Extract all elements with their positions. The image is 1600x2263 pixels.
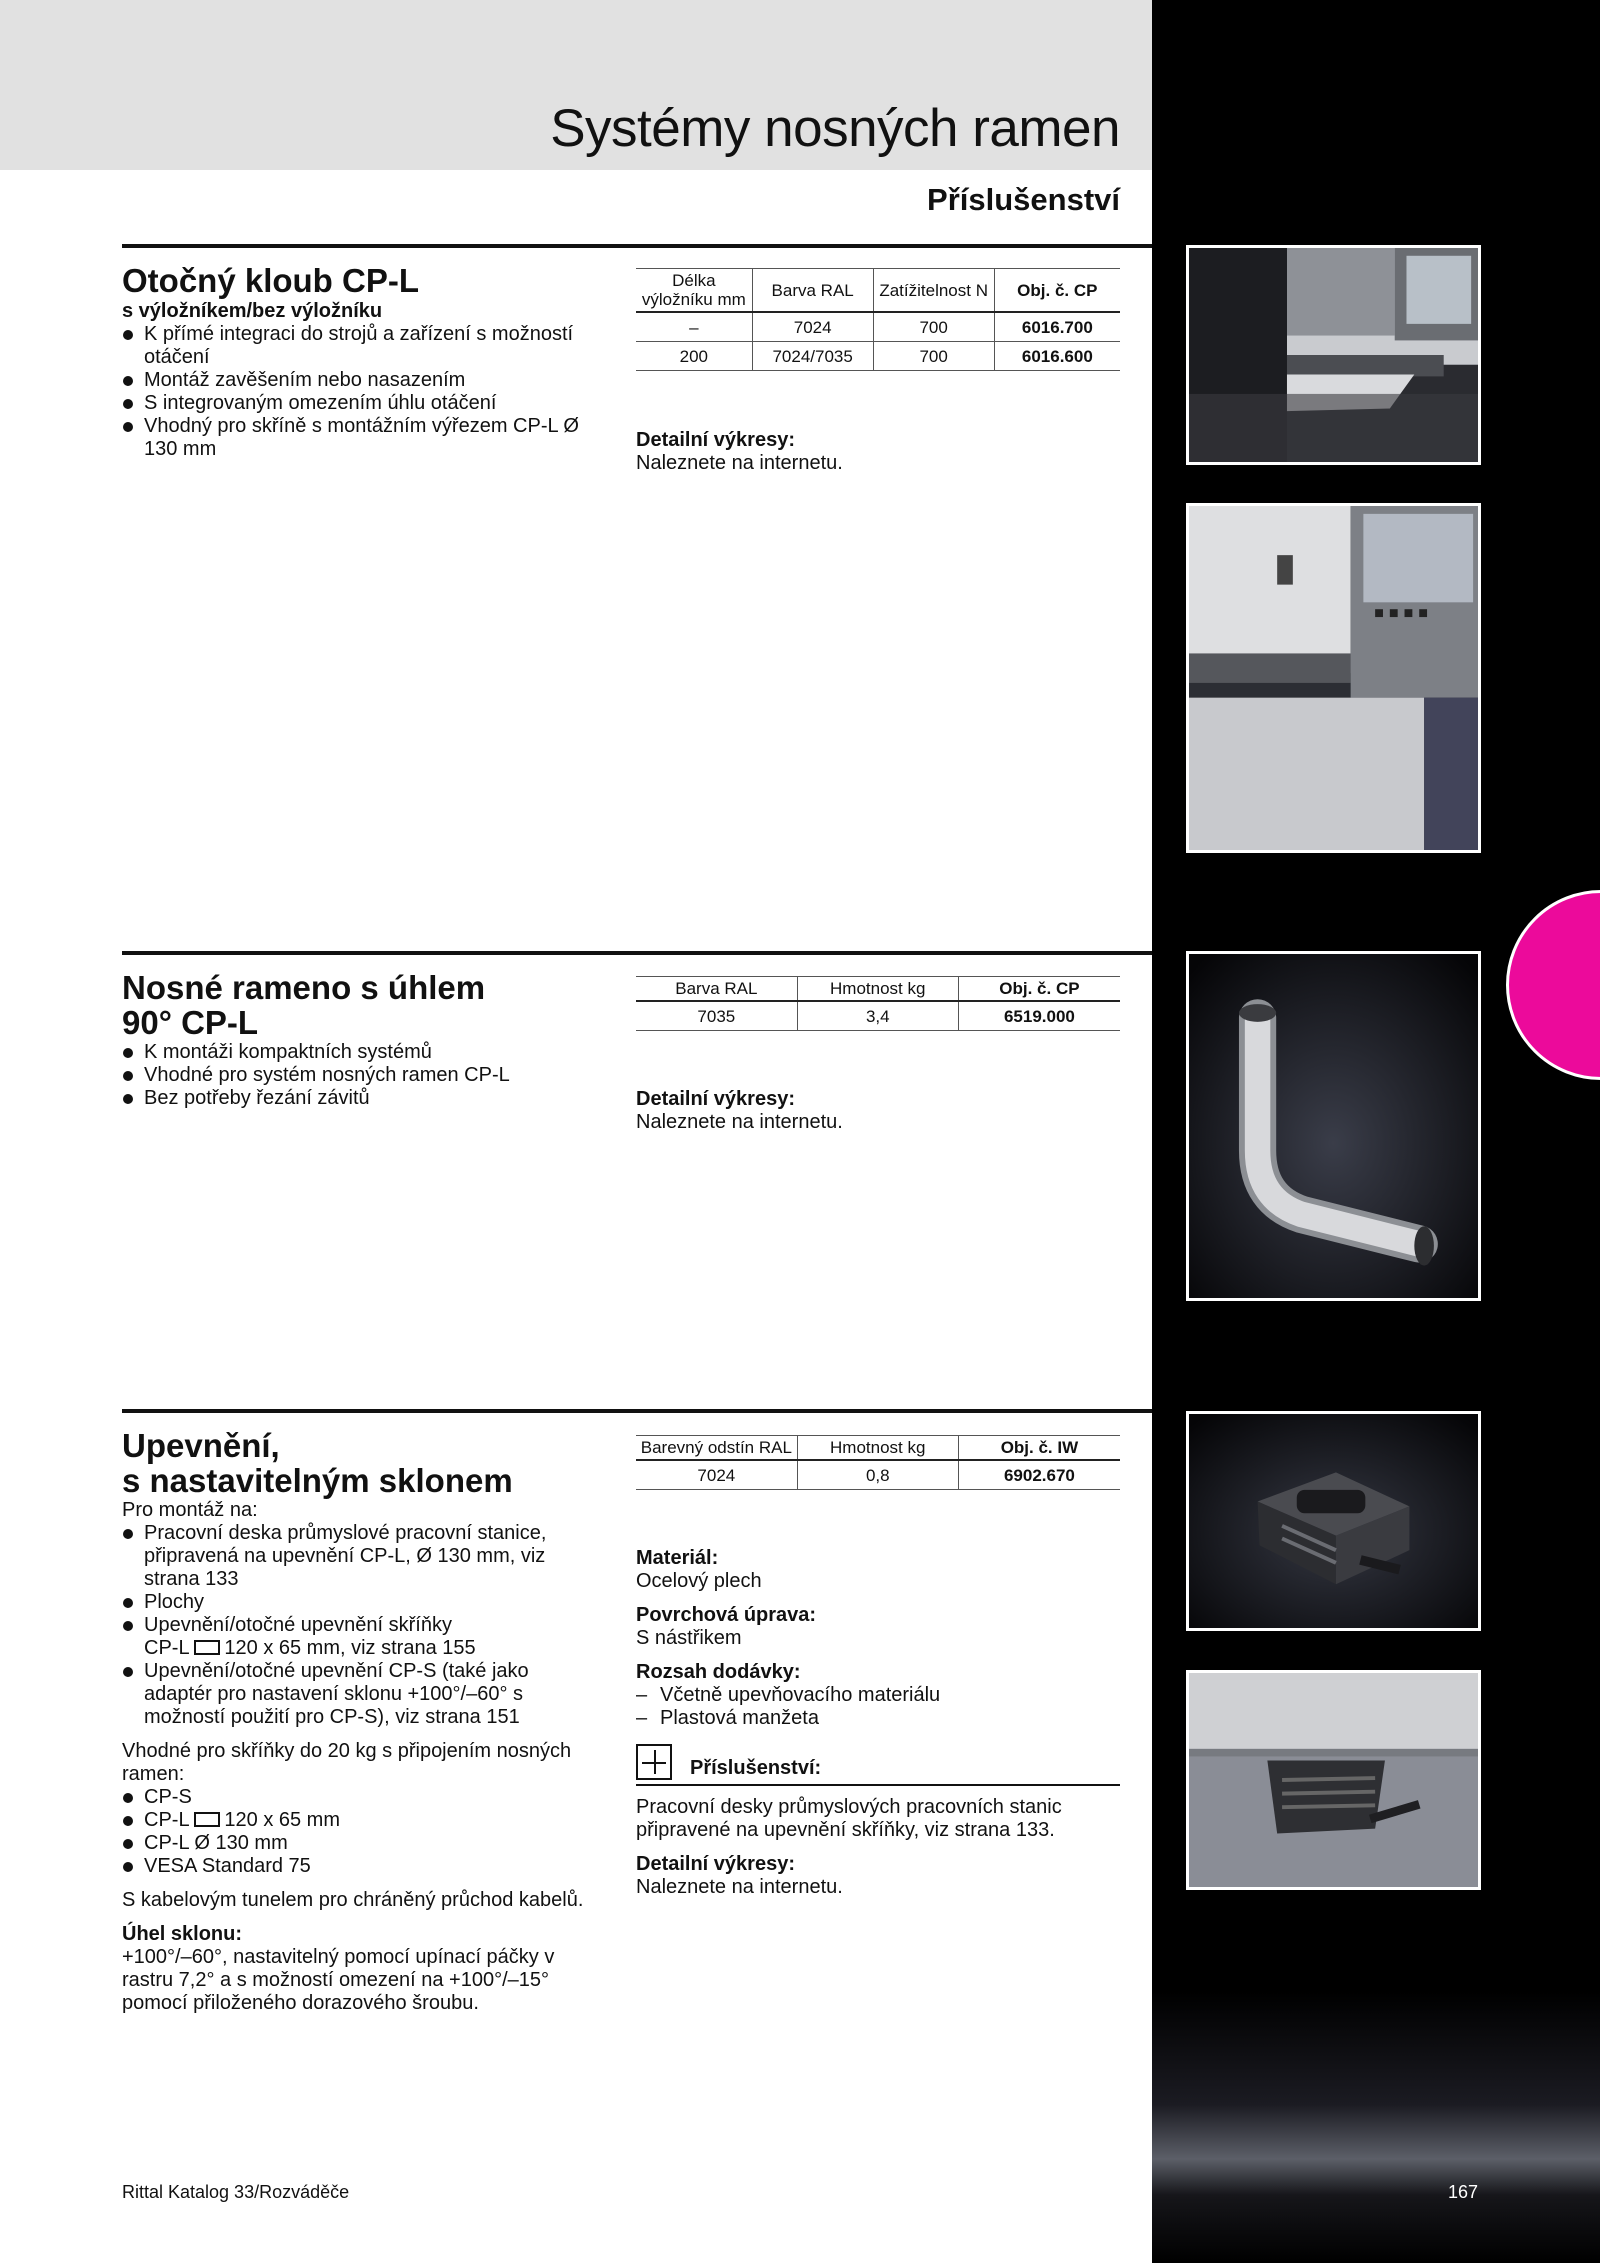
- table-header-row: [636, 977, 1120, 1002]
- table-row: [636, 1001, 1120, 1031]
- feature-item: K montáži kompaktních systémů: [122, 1041, 602, 1064]
- drawings-note: [636, 429, 1120, 475]
- drawings-text: Naleznete na internetu.: [636, 452, 843, 474]
- feature-item: K přímé integraci do strojů a zařízení s možností otáčení: [122, 323, 602, 369]
- order-number-cell: 6902.670: [958, 1460, 1120, 1490]
- mounting-info-block: [122, 1499, 602, 2015]
- rectangle-cutout-icon: [194, 1812, 220, 1827]
- table-row: [636, 342, 1120, 371]
- column-header: Hmotnost kg: [797, 1436, 958, 1461]
- table-cell: 7024/7035: [752, 342, 873, 371]
- order-number-cell: 6016.600: [994, 342, 1120, 371]
- table-cell: 7024: [752, 312, 873, 342]
- column-header: Zatížitelnost N: [873, 269, 994, 313]
- scope-item: – Plastová manžeta: [636, 1707, 1120, 1730]
- column-header: Délka výložníku mm: [636, 269, 752, 313]
- column-header: Barevný odstín RAL: [636, 1436, 797, 1461]
- feature-list-block: [122, 1041, 602, 1110]
- spec-table: [636, 268, 1120, 371]
- section-title: [122, 1428, 513, 1498]
- mount-item: Upevnění/otočné upevnění CP-S (také jako adaptér pro nastavení sklonu +100°/–60° s možností použití pro CP-S), viz strana 151: [122, 1660, 602, 1729]
- spec-table: [636, 1435, 1120, 1490]
- feature-item: Vhodné pro systém nosných ramen CP-L: [122, 1064, 602, 1087]
- mount-list: [122, 1522, 602, 1729]
- table-cell: 3,4: [797, 1001, 958, 1031]
- mount-intro: Pro montáž na:: [122, 1499, 258, 1521]
- drawings-text: Naleznete na internetu.: [636, 1876, 843, 1898]
- table-header-row: [636, 1436, 1120, 1461]
- table-header-row: [636, 269, 1120, 313]
- drawings-note: [636, 1088, 1120, 1134]
- product-details-block: [636, 1547, 1120, 1899]
- drawings-label: Detailní výkresy:: [636, 429, 795, 451]
- mount-item: Plochy: [122, 1591, 602, 1614]
- accessories-text: Pracovní desky průmyslových pracovních stanic připravené na upevnění skříňky, viz strana 133.: [636, 1796, 1062, 1841]
- column-header: Obj. č. IW: [958, 1436, 1120, 1461]
- column-header: Hmotnost kg: [797, 977, 958, 1002]
- product-photo-swivel-joint: [1186, 245, 1481, 465]
- footer-catalog: Rittal Katalog 33/Rozváděče: [122, 2182, 350, 2202]
- suitable-intro: Vhodné pro skříňky do 20 kg s připojením nosných ramen:: [122, 1740, 572, 1785]
- table-cell: 700: [873, 342, 994, 371]
- column-header: Barva RAL: [636, 977, 797, 1002]
- suitable-item: CP-S: [122, 1786, 602, 1809]
- accessories-header: [636, 1744, 1120, 1786]
- cable-text: S kabelovým tunelem pro chráněný průchod kabelů.: [122, 1889, 584, 1911]
- suitable-item: [122, 1809, 602, 1832]
- table-cell: 200: [636, 342, 752, 371]
- product-photo-angled-arm: [1186, 951, 1481, 1301]
- feature-list: [122, 1041, 602, 1110]
- suitable-item: VESA Standard 75: [122, 1855, 602, 1878]
- mount-item-prefix: CP-L: [144, 1637, 189, 1659]
- mount-item: [122, 1614, 602, 1660]
- suitable-item: CP-L Ø 130 mm: [122, 1832, 602, 1855]
- order-number-cell: 6519.000: [958, 1001, 1120, 1031]
- order-number-cell: 6016.700: [994, 312, 1120, 342]
- table-row: [636, 312, 1120, 342]
- mount-item-text: Upevnění/otočné upevnění skříňky: [144, 1614, 452, 1636]
- table-cell: 7024: [636, 1460, 797, 1490]
- table-cell: –: [636, 312, 752, 342]
- product-photo-tilt-mount-installed: [1186, 1670, 1481, 1890]
- drawings-label: Detailní výkresy:: [636, 1853, 795, 1875]
- feature-item: Bez potřeby řezání závitů: [122, 1087, 602, 1110]
- suitable-item-prefix: CP-L: [144, 1809, 189, 1831]
- mount-item-suffix: 120 x 65 mm, viz strana 155: [224, 1637, 476, 1659]
- page-subtitle: Příslušenství: [927, 182, 1120, 217]
- column-header: Barva RAL: [752, 269, 873, 313]
- suitable-item-suffix: 120 x 65 mm: [224, 1809, 340, 1831]
- scope-item: – Včetně upevňovacího materiálu: [636, 1684, 1120, 1707]
- section-title-line: Nosné rameno s úhlem: [122, 969, 486, 1006]
- rectangle-cutout-icon: [194, 1640, 220, 1655]
- page-number: 167: [1448, 2182, 1479, 2202]
- drawings-text: Naleznete na internetu.: [636, 1111, 843, 1133]
- section-divider: [122, 244, 1152, 248]
- product-photo-cabinet: [1186, 503, 1481, 853]
- section-divider: [122, 951, 1152, 955]
- product-photo-tilt-mount: [1186, 1411, 1481, 1631]
- feature-item: Vhodný pro skříně s montážním výřezem CP-L Ø 130 mm: [122, 415, 602, 461]
- surface-label: Povrchová úprava:: [636, 1604, 817, 1626]
- surface-text: S nástřikem: [636, 1627, 742, 1649]
- section-title-line: Upevnění,: [122, 1427, 280, 1464]
- spec-table: [636, 976, 1120, 1031]
- accessories-label: Příslušenství:: [690, 1757, 822, 1779]
- suitable-list: [122, 1786, 602, 1878]
- section-title-line: 90° CP-L: [122, 1004, 259, 1041]
- material-label: Materiál:: [636, 1547, 719, 1569]
- feature-item: S integrovaným omezením úhlu otáčení: [122, 392, 602, 415]
- angle-label: Úhel sklonu:: [122, 1923, 243, 1945]
- feature-item: Montáž zavěšením nebo nasazením: [122, 369, 602, 392]
- table-row: [636, 1460, 1120, 1490]
- section-subtitle: s výložníkem/bez výložníku: [122, 300, 383, 322]
- plus-icon: [636, 1744, 672, 1780]
- column-header: Obj. č. CP: [958, 977, 1120, 1002]
- scope-list: [636, 1684, 1120, 1730]
- scope-label: Rozsah dodávky:: [636, 1661, 801, 1683]
- angle-text: +100°/–60°, nastavitelný pomocí upínací páčky v rastru 7,2° a s možností omezení na +100°/–15° pomocí přiloženého dorazového šroubu.: [122, 1946, 555, 2014]
- page-title: Systémy nosných ramen: [550, 99, 1120, 158]
- section-title: Otočný kloub CP-L: [122, 262, 419, 299]
- mount-item: Pracovní deska průmyslové pracovní stanice, připravená na upevnění CP-L, Ø 130 mm, viz strana 133: [122, 1522, 602, 1591]
- feature-list: [122, 323, 602, 461]
- table-cell: 7035: [636, 1001, 797, 1031]
- column-header: Obj. č. CP: [994, 269, 1120, 313]
- material-text: Ocelový plech: [636, 1570, 762, 1592]
- table-cell: 0,8: [797, 1460, 958, 1490]
- table-cell: 700: [873, 312, 994, 342]
- section-title-line: s nastavitelným sklonem: [122, 1462, 513, 1499]
- feature-list-block: [122, 323, 602, 461]
- drawings-label: Detailní výkresy:: [636, 1088, 795, 1110]
- section-divider: [122, 1409, 1152, 1413]
- section-title: [122, 970, 485, 1040]
